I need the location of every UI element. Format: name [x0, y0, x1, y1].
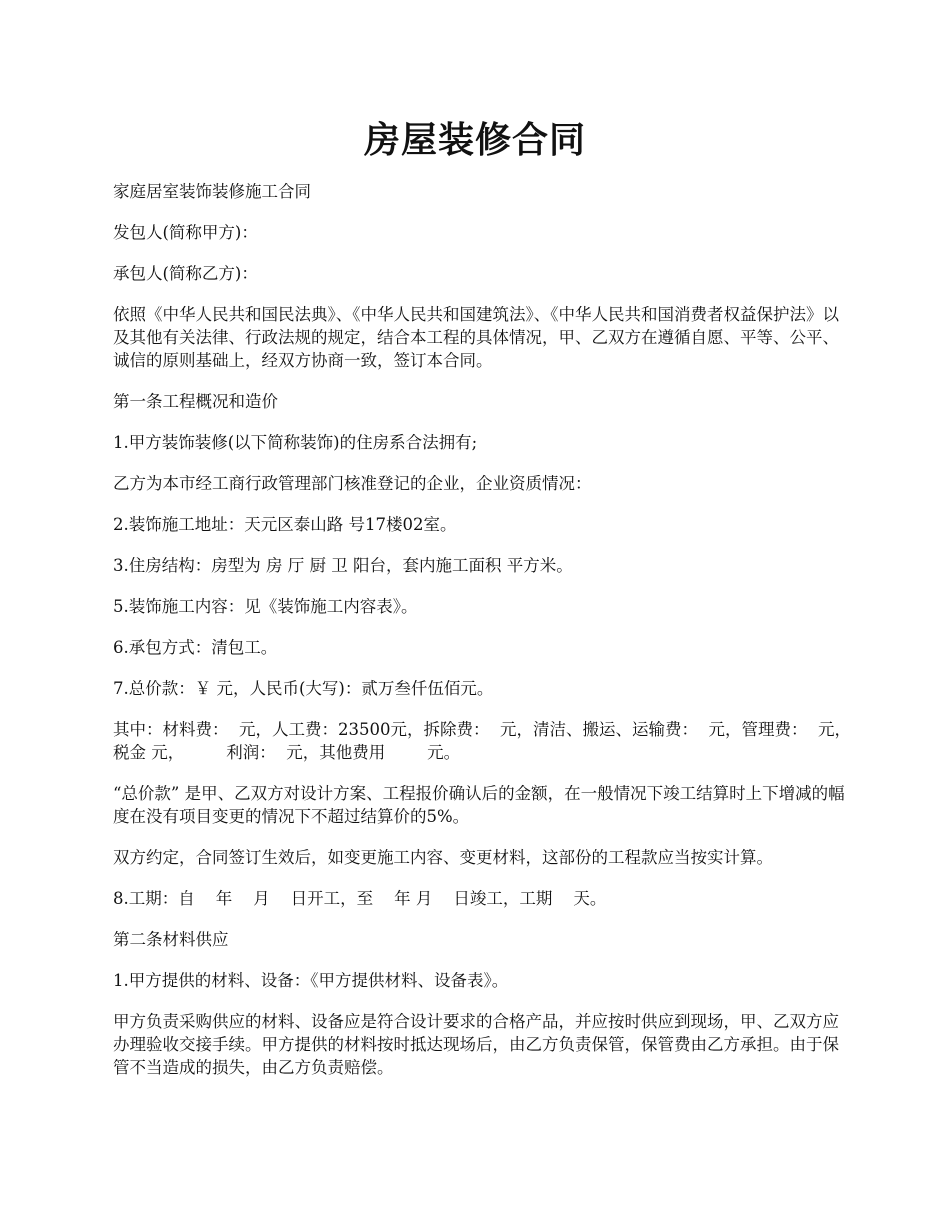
- section-heading-2: 第二条材料供应: [113, 930, 229, 949]
- paragraph-clause: 8.工期：自 年 月 日开工，至 年 月 日竣工，工期 天。: [113, 889, 607, 908]
- paragraph-clause: “总价款” 是甲、乙双方对设计方案、工程报价确认后的金额，在一般情况下竣工结算时上下增减的幅度在没有项目变更的情况下不超过结算价的5%。: [113, 784, 845, 826]
- paragraph-clause: 3.住房结构：房型为 房 厅 厨 卫 阳台，套内施工面积 平方米。: [113, 556, 573, 575]
- paragraph-clause: 1.甲方装饰装修(以下简称装饰)的住房系合法拥有;: [113, 433, 478, 452]
- document-body: [113, 180, 853, 1097]
- paragraph-subtitle: 家庭居室装饰装修施工合同: [113, 182, 311, 201]
- paragraph-clause: 1.甲方提供的材料、设备：《甲方提供材料、设备表》。: [113, 971, 509, 990]
- paragraph-clause: 甲方负责采购供应的材料、设备应是符合设计要求的合格产品，并应按时供应到现场，甲、乙双方应办理验收交接手续。甲方提供的材料按时抵达现场后，由乙方负责保管，保管费由乙方承担。由于保管不当造成的损失，由乙方负责赔偿。: [113, 1012, 839, 1077]
- paragraph-clause: 乙方为本市经工商行政管理部门核准登记的企业，企业资质情况：: [113, 474, 592, 493]
- section-heading-1: 第一条工程概况和造价: [113, 392, 278, 411]
- paragraph-clause: 双方约定，合同签订生效后，如变更施工内容、变更材料，这部份的工程款应当按实计算。: [113, 848, 773, 867]
- document-title: 房屋装修合同: [363, 119, 586, 161]
- paragraph-clause: 5.装饰施工内容：见《装饰施工内容表》。: [113, 597, 418, 616]
- paragraph-clause: 7.总价款：￥ 元，人民币(大写)：贰万叁仟伍佰元。: [113, 679, 494, 698]
- paragraph-legal-basis: 依照《中华人民共和国民法典》、《中华人民共和国建筑法》、《中华人民共和国消费者权益保护法》以及其他有关法律、行政法规的规定，结合本工程的具体情况，甲、乙双方在遵循自愿、平等、公平、诚信的原则基础上，经双方协商一致，签订本合同。: [113, 305, 839, 370]
- paragraph-party-b: 承包人(简称乙方)：: [113, 264, 258, 283]
- paragraph-clause: 2.装饰施工地址：天元区泰山路 号17楼02室。: [113, 515, 457, 534]
- paragraph-clause: 6.承包方式：清包工。: [113, 638, 278, 657]
- paragraph-party-a: 发包人(简称甲方)：: [113, 223, 258, 242]
- paragraph-clause: 其中：材料费： 元，人工费：23500元，拆除费： 元，清洁、搬运、运输费： 元，管理费： 元，税金 元， 利润： 元，其他费用 元。: [113, 720, 851, 762]
